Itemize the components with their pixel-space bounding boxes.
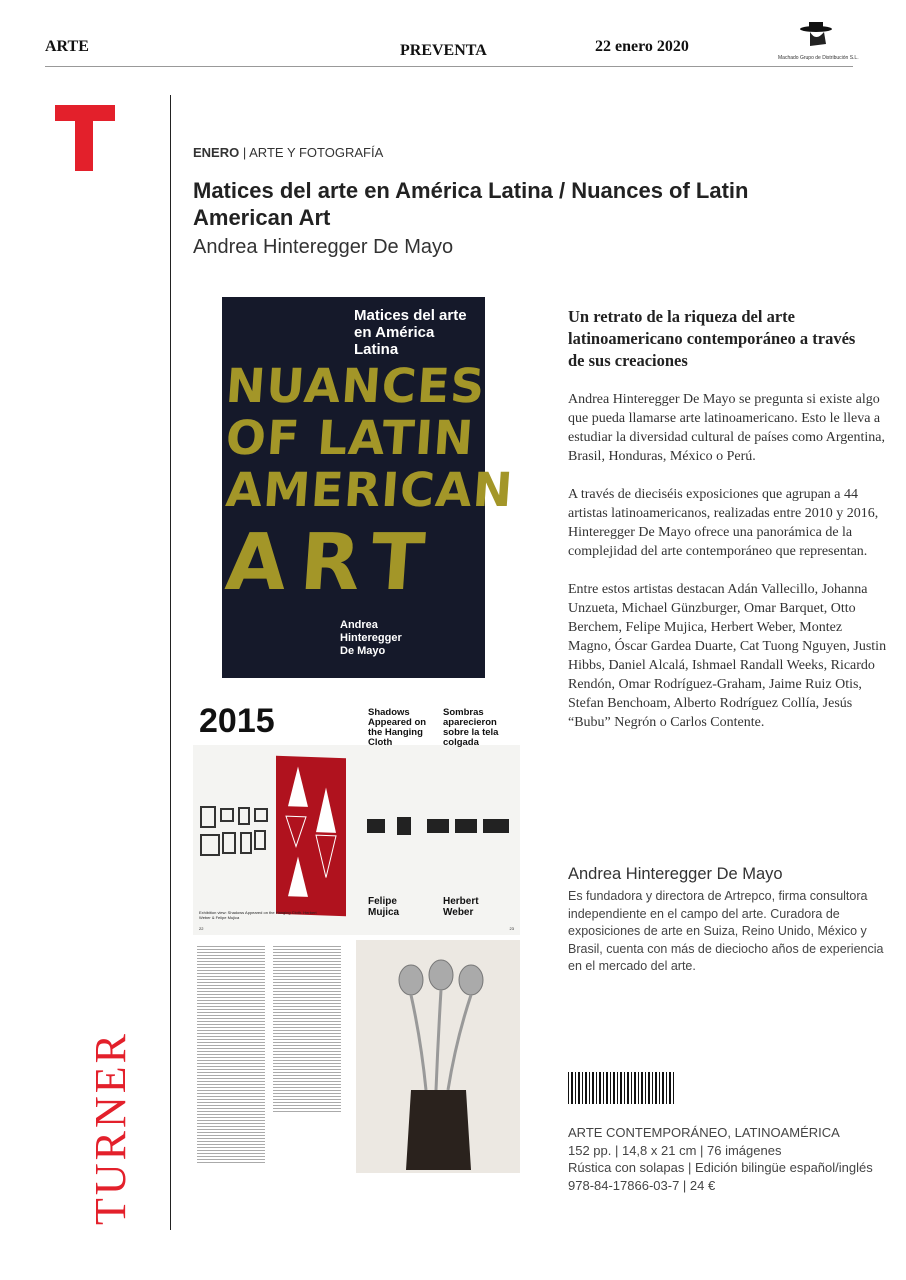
barcode xyxy=(568,1072,676,1104)
text-column-placeholder xyxy=(197,944,265,1164)
text-column-placeholder xyxy=(273,944,341,1114)
spread-caption: Exhibition view: Shadows Appeared on the Hanging Cloth. Herbert Weber & Felipe Mujica xyxy=(199,910,317,920)
spread-artist-1: Felipe Mujica xyxy=(368,896,400,918)
bio-block xyxy=(568,864,893,976)
book-cover xyxy=(222,297,516,678)
book-author: Andrea Hinteregger De Mayo xyxy=(193,236,454,258)
photo-row xyxy=(365,817,515,837)
description-column xyxy=(568,306,888,751)
framed-photos xyxy=(199,805,269,865)
bio-text: Es fundadora y directora de Artrepco, firma consultora independiente en el campo del arte. Curadora de exposiciones de arte en Suiza, Reino Unido, México y Brasil, cuenta con más de dieciocho años de experiencia en el mercado del arte. xyxy=(568,889,884,973)
description-paragraph: Andrea Hinteregger De Mayo se pregunta si existe algo que pueda llamarse arte latinoamericano. Esto le lleva a estudiar la diversidad cultural de países como Argentina, Brasil, Honduras, México o Perú. xyxy=(568,392,885,464)
cover-author-line: De Mayo xyxy=(340,645,386,657)
header-divider xyxy=(45,66,853,67)
book-title: Matices del arte en América Latina / Nuances of Latin American Art xyxy=(193,178,749,230)
triangles-pattern xyxy=(276,756,346,916)
cover-line: OF LATIN xyxy=(224,411,476,466)
cover-author-line: Andrea xyxy=(340,619,378,631)
category-label: ARTE Y FOTOGRAFÍA xyxy=(249,145,384,160)
page-number: 22 xyxy=(199,926,204,931)
spread-title-en: Shadows Appeared on the Hanging Cloth xyxy=(368,707,427,748)
presale-label: PREVENTA xyxy=(400,42,487,59)
cover-author xyxy=(340,619,402,658)
spec-binding: Rústica con solapas | Edición bilingüe español/inglés xyxy=(568,1160,873,1175)
spec-format: 152 pp. | 14,8 x 21 cm | 76 imágenes xyxy=(568,1142,782,1158)
book-specs xyxy=(568,1124,898,1194)
book-spread-preview xyxy=(193,700,520,935)
cover-line: NUANCES xyxy=(224,359,488,414)
section-label: ARTE xyxy=(45,38,89,55)
spec-subject: ARTE CONTEMPORÁNEO, LATINOAMÉRICA xyxy=(568,1125,840,1140)
cover-line: AMERICAN xyxy=(224,463,516,518)
distributor-name: Machado Grupo de Distribución S.L. xyxy=(778,55,859,61)
category-line: ENERO | ARTE Y FOTOGRAFÍA xyxy=(193,145,384,160)
sculpture-photo xyxy=(356,940,520,1173)
page-number: 23 xyxy=(509,926,514,931)
spread-title-es: Sombras aparecieron sobre la tela colgada xyxy=(443,707,499,748)
red-cloth-image xyxy=(276,756,346,916)
description-paragraph: Entre estos artistas destacan Adán Vallecillo, Johanna Unzueta, Michael Günzburger, Omar Barquet, Otto Berchem, Felipe Mujica, Herbert Weber, Montez Magno, Óscar Gardea Duarte, Cat Tuong Nguyen, Justin Hibbs, Daniel Alcalá, Ishmael Randall Weeks, Ricardo Rendón, Omar Rodríguez-Graham, Jaime Ruiz Otis, Stefan Benchoam, Alberto Rodríguez Collía, Jesús “Bubu” Negrón o Carlos Contente. xyxy=(568,582,887,730)
cover-author-line: Hinteregger xyxy=(340,632,402,644)
spread-artist-2: Herbert Weber xyxy=(443,896,479,918)
description-headline: Un retrato de la riqueza del arte latinoamericano contemporáneo a través de sus creaciones xyxy=(568,307,856,370)
book-interior-preview xyxy=(193,940,520,1175)
distributor-logo xyxy=(778,20,859,62)
publisher-name: TURNER xyxy=(86,1031,135,1225)
cover-title-es: Matices del arte en América Latina xyxy=(354,307,467,358)
spread-year: 2015 xyxy=(199,702,275,740)
month-label: ENERO xyxy=(193,145,240,160)
description-paragraph: A través de dieciséis exposiciones que agrupan a 44 artistas latinoamericanos, realizadas entre 2010 y 2016, Hinteregger De Mayo ofrece una panorámica de la complejidad del arte contemporáneo que representan. xyxy=(568,487,879,559)
hat-man-icon xyxy=(798,20,834,50)
cover-line: ART xyxy=(222,518,442,608)
vertical-divider xyxy=(170,95,171,1230)
publisher-logo-t xyxy=(55,105,115,171)
date-label: 22 enero 2020 xyxy=(595,38,689,55)
bio-name: Andrea Hinteregger De Mayo xyxy=(568,865,783,883)
spec-isbn-price: 978-84-17866-03-7 | 24 € xyxy=(568,1177,716,1193)
